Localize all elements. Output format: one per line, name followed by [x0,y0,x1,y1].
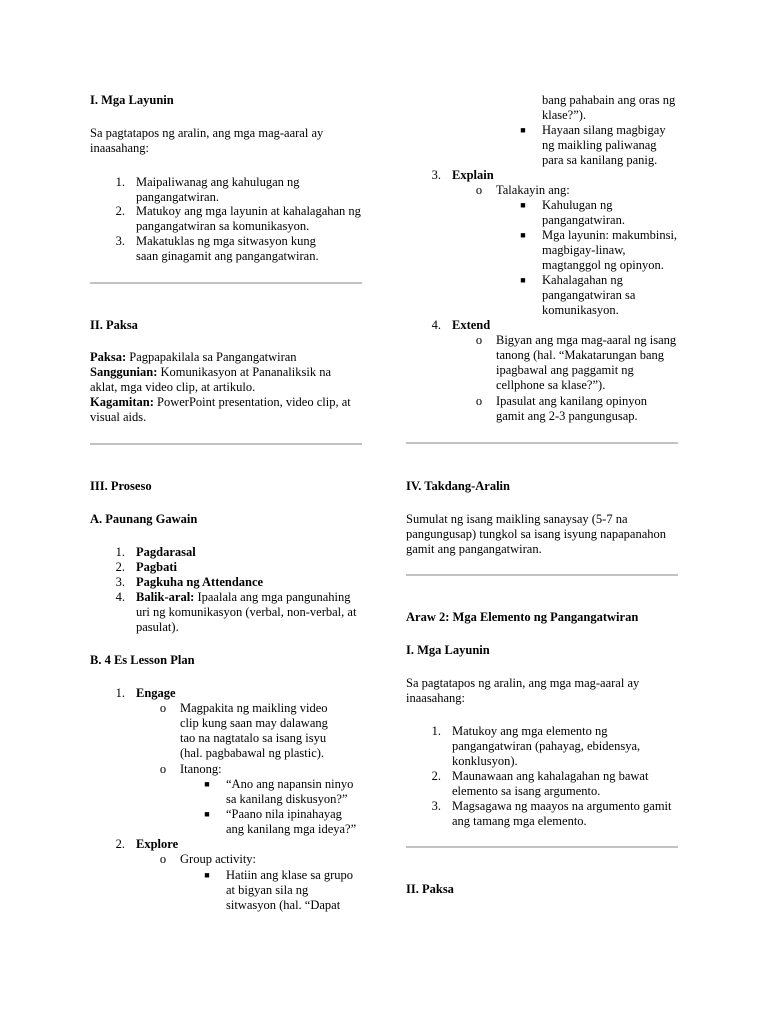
sub-item: Ipasulat ang kanilang opinyon gamit ang 2-3 pangungusap. [496,394,648,423]
list-item: Pagbati [136,560,177,574]
sub-sub-item: Kahulugan ng pangangatwiran. [542,198,625,227]
sub-sub-item: Hatiin ang klase sa grupo at bigyan sila ng sitwasyon (hal. “Dapat [226,868,354,912]
divider [406,442,678,444]
sub-item: Magpakita ng maikling video clip kung saan may dalawang tao na nagtatalo sa isang isyu (hal. pagbabawal ng plastic). [180,701,328,760]
sub-item: Talakayin ang: [496,183,570,197]
list-item: Maipaliwanag ang kahulugan ng pangangatwiran. [136,175,300,204]
layunin-intro-2: Sa pagtatapos ng aralin, ang mga mag-aaral ay inaasahang: [406,676,640,705]
list-item: Maunawaan ang kahalagahan ng bawat elemento sa isang argumento. [452,769,649,798]
list-item-extend: Extend [452,318,491,332]
circle-bullet: o [475,394,483,408]
list-item: Magsagawa ng maayos na argumento gamit ang tamang mga elemento. [452,799,672,828]
divider [90,282,362,284]
section-title-layunin: I. Mga Layunin [90,93,174,107]
square-bullet: ■ [204,809,210,819]
circle-bullet: o [475,183,483,197]
subsection-paunang-gawain: A. Paunang Gawain [90,512,198,526]
circle-bullet: o [159,701,167,715]
list-item-explain: Explain [452,168,494,182]
sub-sub-item: “Paano nila ipinahayag ang kanilang mga ideya?” [226,807,357,836]
divider [406,846,678,848]
sub-sub-item: “Ano ang napansin ninyo sa kanilang diskusyon?” [226,777,354,806]
list-item: Balik-aral: Ipaalala ang mga pangunahing uri ng komunikasyon (verbal, non-verbal, at pasulat). [136,590,357,634]
square-bullet: ■ [520,200,526,210]
sub-sub-item: Mga layunin: makumbinsi, magbigay-linaw, magtanggol ng opinyon. [542,228,678,272]
sub-item: Bigyan ang mga mag-aaral ng isang tanong (hal. “Makatarungan bang ipagbawal ang paggamit ng cellphone sa klase?”). [496,333,677,392]
divider [406,574,678,576]
list-item: Matukoy ang mga elemento ng pangangatwiran (pahayag, ebidensya, konklusyon). [452,724,641,768]
square-bullet: ■ [520,230,526,240]
takdang-aralin-text: Sumulat ng isang maikling sanaysay (5-7 na pangungusap) tungkol sa isang isyung napapanahon gamit ang pangangatwiran. [406,512,667,556]
sub-sub-item: Kahalagahan ng pangangatwiran sa komunikasyon. [542,273,636,317]
section-title-takdang-aralin: IV. Takdang-Aralin [406,479,510,493]
list-item-engage: Engage [136,686,176,700]
square-bullet: ■ [204,870,210,880]
circle-bullet: o [159,852,167,866]
list-item: Pagdarasal [136,545,196,559]
square-bullet: ■ [520,125,526,135]
section-title-paksa-2: II. Paksa [406,882,454,896]
layunin-intro: Sa pagtatapos ng aralin, ang mga mag-aaral ay inaasahang: [90,126,324,155]
sub-sub-item: Hayaan silang magbigay ng maikling paliwanag para sa kanilang panig. [542,123,666,167]
square-bullet: ■ [204,779,210,789]
circle-bullet: o [159,762,167,776]
sub-sub-item-continued: bang pahabain ang oras ng klase?”). [542,93,676,122]
square-bullet: ■ [520,275,526,285]
list-item: Makatuklas ng mga sitwasyon kung saan ginagamit ang pangangatwiran. [136,234,319,263]
circle-bullet: o [475,333,483,347]
section-title-layunin-2: I. Mga Layunin [406,643,490,657]
sub-item: Group activity: [180,852,257,866]
section-title-proseso: III. Proseso [90,479,152,493]
araw2-title: Araw 2: Mga Elemento ng Pangangatwiran [406,610,639,624]
sub-item: Itanong: [180,762,222,776]
paksa-line: Paksa: Pagpapakilala sa Pangangatwiran [90,350,297,364]
kagamitan-line: Kagamitan: PowerPoint presentation, video clip, at visual aids. [90,395,351,424]
section-title-paksa: II. Paksa [90,318,138,332]
sanggunian-line: Sanggunian: Komunikasyon at Pananaliksik na aklat, mga video clip, at artikulo. [90,365,331,394]
list-item: Pagkuha ng Attendance [136,575,264,589]
subsection-4es: B. 4 Es Lesson Plan [90,653,195,667]
list-item: Matukoy ang mga layunin at kahalagahan ng pangangatwiran sa komunikasyon. [136,204,361,233]
list-item-explore: Explore [136,837,179,851]
divider [90,443,362,445]
